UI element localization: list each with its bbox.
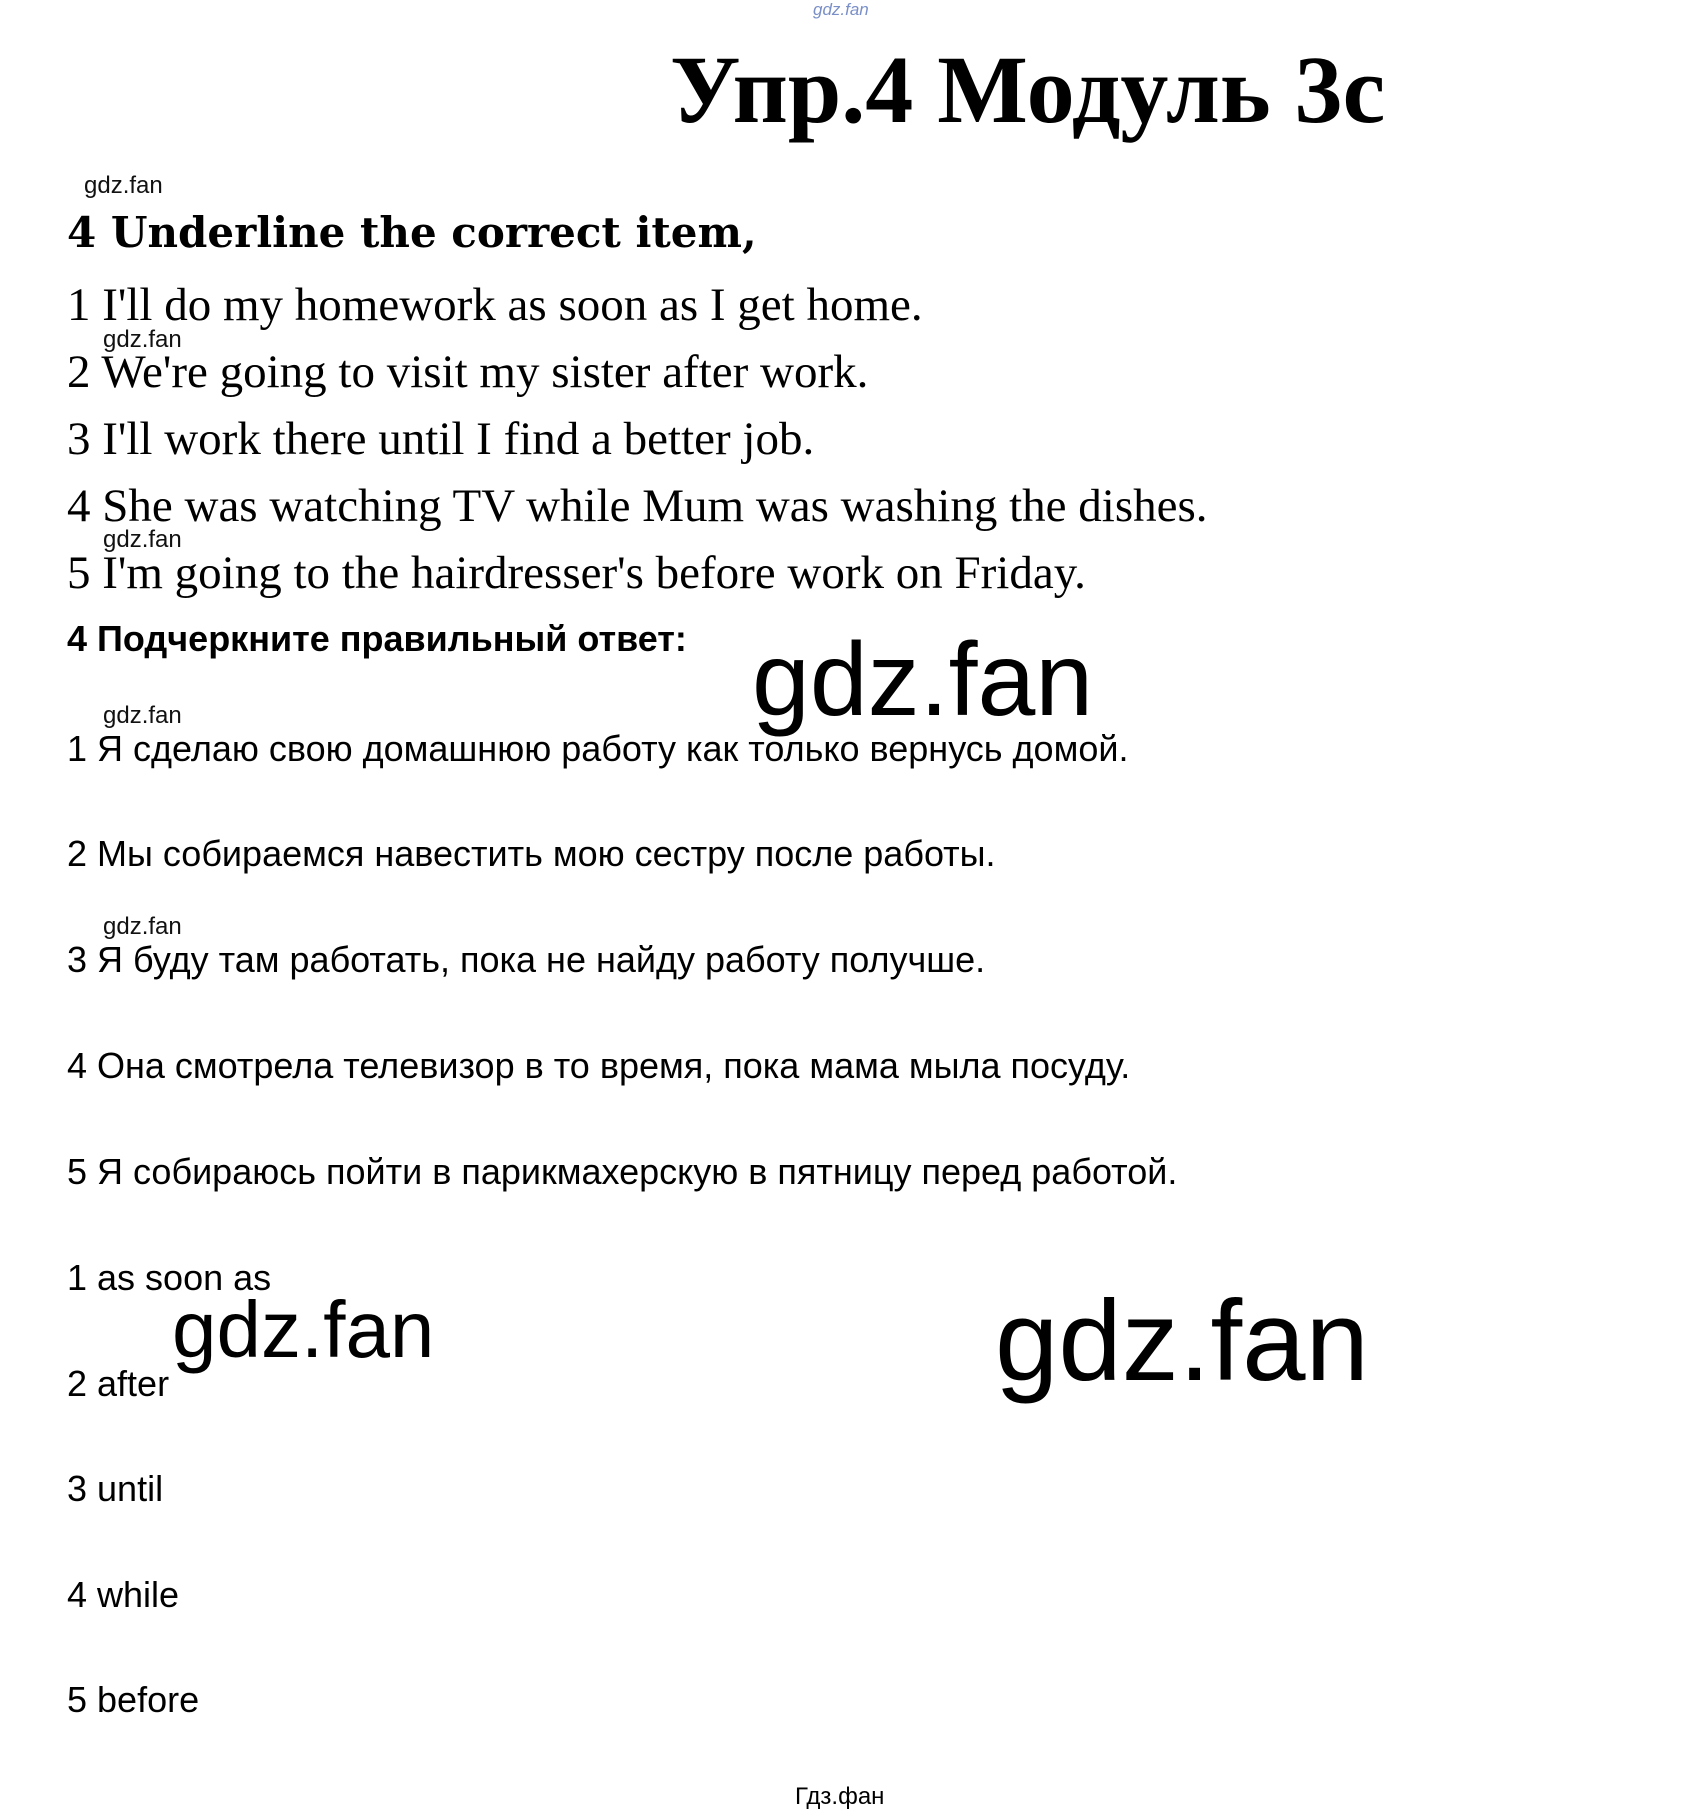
english-sentence-3: 3 I'll work there until I find a better job. — [67, 413, 815, 465]
watermark-huge: gdz.fan — [995, 1278, 1369, 1405]
answer-3: 3 until — [67, 1468, 164, 1509]
russian-sentence-4: 4 Она смотрела телевизор в то время, пока мама мыла посуду. — [67, 1045, 1131, 1086]
answer-1: 1 as soon as — [67, 1257, 272, 1298]
russian-sentence-3: 3 Я буду там работать, пока не найду работу получше. — [67, 939, 986, 980]
russian-sentence-2: 2 Мы собираемся навестить мою сестру после работы. — [67, 833, 996, 874]
answer-4: 4 while — [67, 1574, 180, 1615]
watermark-small: gdz.fan — [103, 326, 182, 353]
watermark-small: gdz.fan — [84, 172, 163, 199]
answer-2: 2 after — [67, 1363, 170, 1404]
watermark-top: gdz.fan — [813, 0, 869, 19]
english-heading: 4 Underline the correct item, — [67, 208, 757, 257]
russian-sentence-5: 5 Я собираюсь пойти в парикмахерскую в пятницу перед работой. — [67, 1151, 1178, 1192]
russian-heading: 4 Подчеркните правильный ответ: — [67, 618, 687, 659]
english-sentence-1: 1 I'll do my homework as soon as I get home. — [67, 279, 923, 331]
english-sentence-5: 5 I'm going to the hairdresser's before work on Friday. — [67, 547, 1086, 599]
watermark-small: gdz.fan — [103, 526, 182, 553]
answer-5: 5 before — [67, 1679, 200, 1720]
footer-caption: Гдз.фан — [795, 1783, 885, 1810]
watermark-small: gdz.fan — [103, 702, 182, 729]
english-sentence-2: 2 We're going to visit my sister after work. — [67, 346, 869, 398]
page-title: Упр.4 Модуль 3c — [670, 36, 1386, 143]
watermark-big: gdz.fan — [172, 1285, 435, 1374]
watermark-small: gdz.fan — [103, 913, 182, 940]
russian-sentence-1: 1 Я сделаю свою домашнюю работу как только вернусь домой. — [67, 728, 1129, 769]
english-sentence-4: 4 She was watching TV while Mum was washing the dishes. — [67, 480, 1208, 532]
watermark-big: gdz.fan — [752, 622, 1094, 738]
